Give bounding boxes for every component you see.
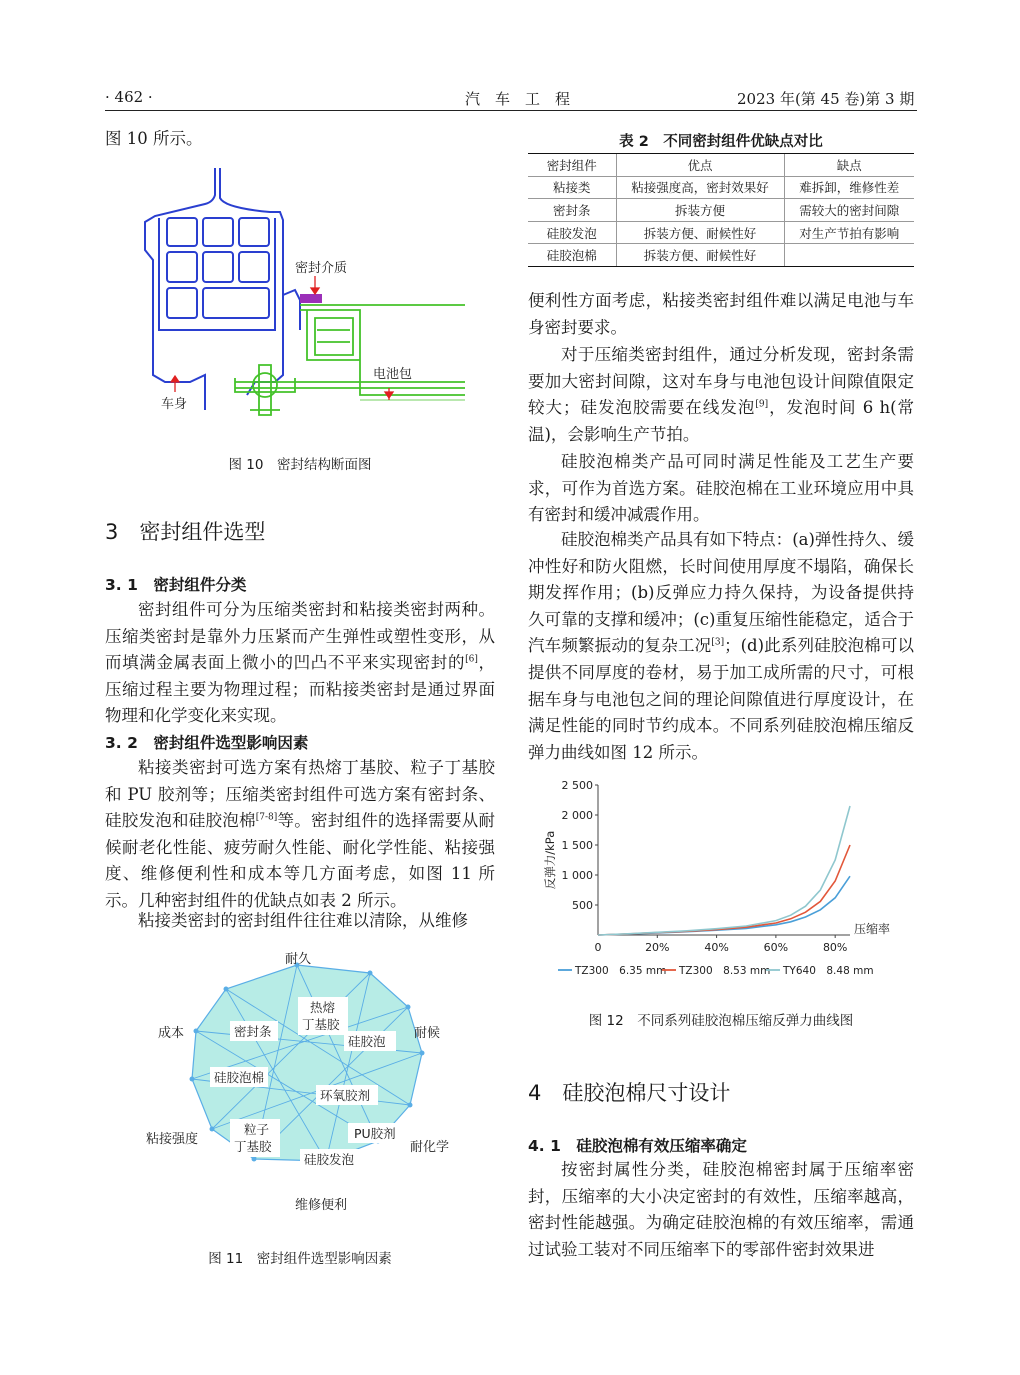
factor-maintenance: 维修便利	[295, 1198, 348, 1213]
y-tick-label: 1 000	[561, 869, 593, 882]
section-3-2-title: 3. 2 密封组件选型影响因素	[105, 734, 309, 752]
factor-cost: 成本	[158, 1026, 185, 1041]
y-tick-label: 500	[572, 899, 593, 912]
item-epoxy: 环氧胶剂	[320, 1088, 371, 1103]
factor-durability: 耐久	[285, 952, 312, 967]
x-tick-label: 60%	[763, 941, 789, 954]
item-seal-strip: 密封条	[234, 1024, 272, 1039]
fig12-caption: 图 12 不同系列硅胶泡棉压缩反弹力曲线图	[588, 1013, 854, 1029]
section-3-2-body-2: 粘接类密封的密封组件往往难以清除，从维修	[138, 911, 468, 930]
factor-weathering: 耐候	[414, 1026, 441, 1041]
item-particle-butyl-2: 丁基胶	[234, 1139, 272, 1154]
y-axis-label: 反弹力/kPa	[543, 830, 557, 890]
table-row: 粘接类 粘接强度高，密封效果好 难拆卸，维修性差	[528, 176, 914, 199]
table-row: 密封条 拆装方便 需较大的密封间隙	[528, 199, 914, 222]
y-tick-label: 1 500	[561, 839, 593, 852]
label-battery-pack: 电池包	[373, 367, 413, 382]
right-p3: 硅胶泡棉类产品可同时满足性能及工艺生产要求，可作为首选方案。硅胶泡棉在工业环境应用中具有密封和缓冲减震作用。	[528, 452, 914, 525]
table-header: 缺点	[784, 154, 914, 177]
x-axis-label: 压缩率	[854, 922, 891, 936]
series-line-2	[598, 806, 850, 935]
section-3-title: 3 密封组件选型	[105, 520, 266, 544]
battery-pack-bottom	[235, 382, 465, 388]
item-hotmelt-butyl-2: 丁基胶	[302, 1017, 340, 1032]
journal-title: 汽 车 工 程	[465, 90, 571, 108]
x-tick-label: 80%	[822, 941, 848, 954]
section-3-2-body: 粘接类密封可选方案有热熔丁基胶、粒子丁基胶和 PU 胶剂等；压缩类密封组件可选方案有密封条、硅胶发泡和硅胶泡棉[7-8]等。密封组件的选择需要从耐候耐老化性能、疲劳耐久性能、耐化学性能、粘接强度、维修便利性和成本等几方面考虑，如图 11 所示。几种密封组件的优缺点如表 2 所示。	[105, 758, 496, 910]
legend-label-2: TY640 8.48 mm	[783, 965, 874, 977]
item-silicone-bubble: 硅胶泡	[348, 1034, 386, 1049]
body-inner-frame	[159, 218, 275, 330]
label-seal-medium: 密封介质	[295, 261, 348, 276]
item-hotmelt-butyl-1: 热熔	[310, 1000, 336, 1015]
series-line-0	[598, 876, 850, 935]
fig11-selection-factors-diagram	[130, 945, 480, 1225]
table-header: 优点	[616, 154, 784, 177]
x-tick-label: 20%	[645, 941, 670, 954]
seal-medium	[300, 294, 322, 303]
item-silicone-foaming: 硅胶发泡	[304, 1152, 355, 1167]
fig12-rebound-curve-chart	[540, 775, 910, 985]
header-rule	[105, 110, 917, 111]
fig11-caption: 图 11 密封组件选型影响因素	[208, 1251, 392, 1267]
item-pu: PU胶剂	[354, 1126, 396, 1141]
factor-chemical: 耐化学	[410, 1140, 450, 1155]
issue-info: 2023 年(第 45 卷)第 3 期	[737, 90, 915, 108]
section-3-1-body: 密封组件可分为压缩类密封和粘接类密封两种。压缩类密封是靠外力压紧而产生弹性或塑性变形，从而填满金属表面上微小的凹凸不平来实现密封的[6]，压缩过程主要为物理过程；而粘接类密封是通过界面物理和化学变化来实现。	[105, 600, 496, 726]
item-particle-butyl-1: 粒子	[244, 1122, 270, 1137]
fig10-sealing-cross-section	[135, 160, 475, 420]
body-cell	[167, 218, 197, 246]
table-header: 密封组件	[528, 154, 616, 177]
section-4-1-body: 按密封属性分类，硅胶泡棉密封属于压缩率密封，压缩率的大小决定密封的有效性，压缩率越高，密封性能越强。为确定硅胶泡棉的有效压缩率，需通过试验工装对不同压缩率下的零部件密封效果进	[528, 1160, 914, 1259]
section-4-1-title: 4. 1 硅胶泡棉有效压缩率确定	[528, 1137, 747, 1155]
x-tick-label: 40%	[704, 941, 729, 954]
right-p1: 便利性方面考虑，粘接类密封组件难以满足电池与车身密封要求。	[528, 291, 914, 337]
table-row: 硅胶泡棉 拆装方便、耐候性好	[528, 244, 914, 267]
page-number: · 462 ·	[105, 88, 153, 106]
y-tick-label: 2 000	[561, 809, 593, 822]
x-tick-label: 0	[594, 941, 602, 954]
legend-label-1: TZ300 8.53 mm	[679, 965, 771, 977]
label-car-body: 车身	[161, 397, 188, 412]
intro-line: 图 10 所示。	[105, 129, 203, 148]
factor-bond-strength: 粘接强度	[146, 1132, 199, 1147]
table-row: 硅胶发泡 拆装方便、耐候性好 对生产节拍有影响	[528, 221, 914, 244]
fig10-caption: 图 10 密封结构断面图	[228, 457, 372, 473]
series-line-1	[598, 845, 850, 935]
table2-title: 表 2 不同密封组件优缺点对比	[619, 134, 823, 150]
right-p4: 硅胶泡棉类产品具有如下特点：(a)弹性持久、缓冲性好和防火阻燃，长时间使用厚度不塌陷，确保长期发挥作用；(b)反弹应力持久保持，为设备提供持久可靠的支撑和缓冲；(c)重复压缩性能稳定，适合于汽车频繁振动的复杂工况[3]；(d)此系列硅胶泡棉可以提供不同厚度的卷材，易于加工成所需的尺寸，可根据车身与电池包之间的理论间隙值进行厚度设计，在满足性能的同时节约成本。不同系列硅胶泡棉压缩反弹力曲线如图 12 所示。	[528, 530, 915, 762]
item-silicone-foam: 硅胶泡棉	[214, 1070, 265, 1085]
right-p2: 对于压缩类密封组件，通过分析发现，密封条需要加大密封间隙，这对车身与电池包设计间隙值限定较大；硅发泡胶需要在线发泡[9]，发泡时间 6 h(常温)，会影响生产节拍。	[528, 345, 915, 444]
section-3-1-title: 3. 1 密封组件分类	[105, 576, 247, 594]
table2	[528, 153, 914, 267]
legend-label-0: TZ300 6.35 mm	[575, 965, 667, 977]
section-4-title: 4 硅胶泡棉尺寸设计	[528, 1081, 731, 1105]
y-tick-label: 2 500	[561, 779, 593, 792]
